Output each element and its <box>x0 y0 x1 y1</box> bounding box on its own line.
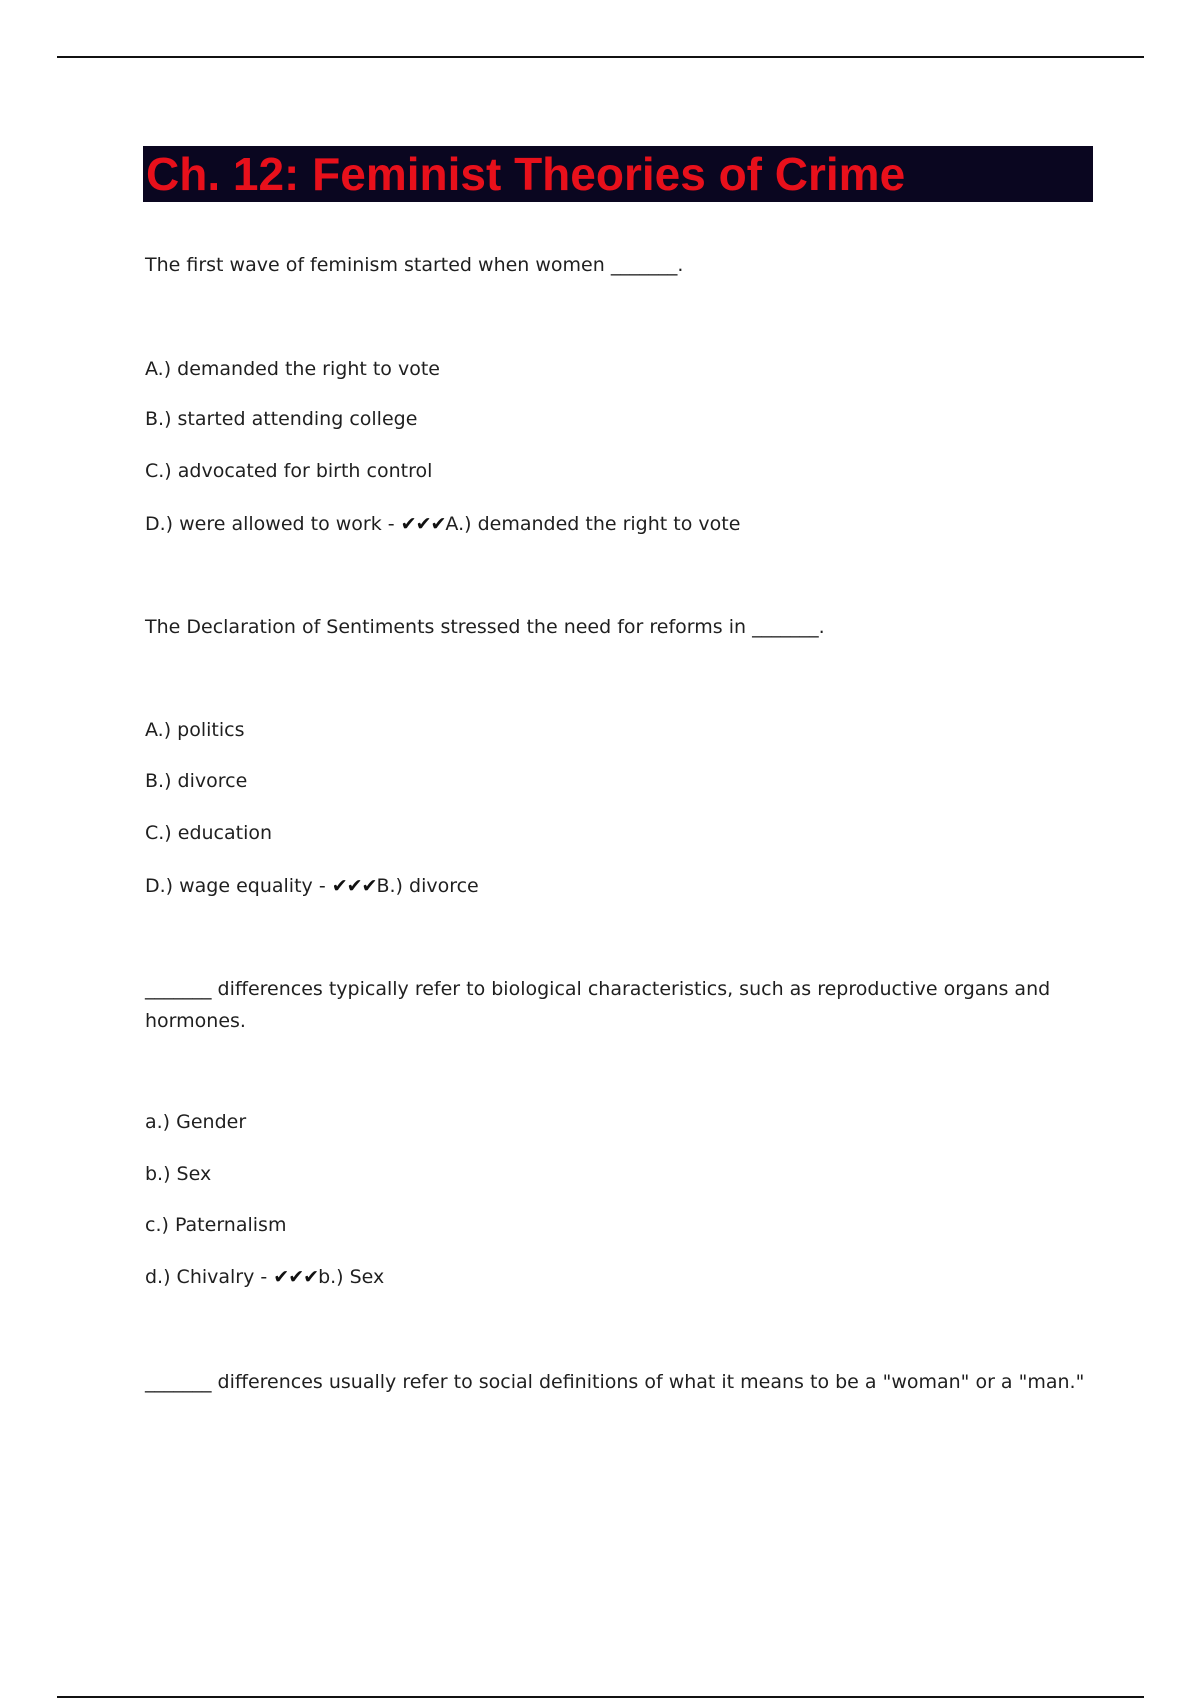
answer-check-icon: ✔✔✔ <box>273 1266 319 1288</box>
question-1-option-b: B.) started attending college <box>145 408 418 430</box>
question-1-option-c: C.) advocated for birth control <box>145 460 433 482</box>
question-3-answer: b.) Sex <box>318 1266 385 1288</box>
top-rule <box>57 56 1144 58</box>
question-1-answer: A.) demanded the right to vote <box>445 513 741 535</box>
question-3-prompt-line-1: _______ differences typically refer to biological characteristics, such as reproductive organs and <box>145 978 1051 1000</box>
question-2-option-d: D.) wage equality - <box>145 875 332 897</box>
page-title: Ch. 12: Feminist Theories of Crime <box>146 148 906 200</box>
question-3-option-a: a.) Gender <box>145 1111 247 1133</box>
question-2-option-c: C.) education <box>145 822 273 844</box>
question-2-option-d-with-answer <box>145 870 479 902</box>
question-1-option-d-with-answer <box>145 508 740 540</box>
title-banner <box>143 146 1093 202</box>
answer-check-icon: ✔✔✔ <box>400 513 446 535</box>
answer-check-icon: ✔✔✔ <box>331 875 377 897</box>
question-3-option-d: d.) Chivalry - <box>145 1266 274 1288</box>
question-3-prompt-line-2: hormones. <box>145 1010 246 1032</box>
question-3-option-d-with-answer <box>145 1261 384 1293</box>
question-2-option-b: B.) divorce <box>145 770 248 792</box>
question-2-answer: B.) divorce <box>376 875 479 897</box>
question-3-option-c: c.) Paternalism <box>145 1214 287 1236</box>
question-1-option-d: D.) were allowed to work - <box>145 513 401 535</box>
question-1-prompt: The first wave of feminism started when women _______. <box>145 254 684 276</box>
question-2-prompt: The Declaration of Sentiments stressed the need for reforms in _______. <box>145 616 825 638</box>
bottom-rule <box>57 1696 1144 1698</box>
question-3-option-b: b.) Sex <box>145 1163 212 1185</box>
question-1-option-a: A.) demanded the right to vote <box>145 358 440 380</box>
question-2-option-a: A.) politics <box>145 719 245 741</box>
question-4-prompt: _______ differences usually refer to social definitions of what it means to be a "woman" or a "man." <box>145 1371 1085 1393</box>
